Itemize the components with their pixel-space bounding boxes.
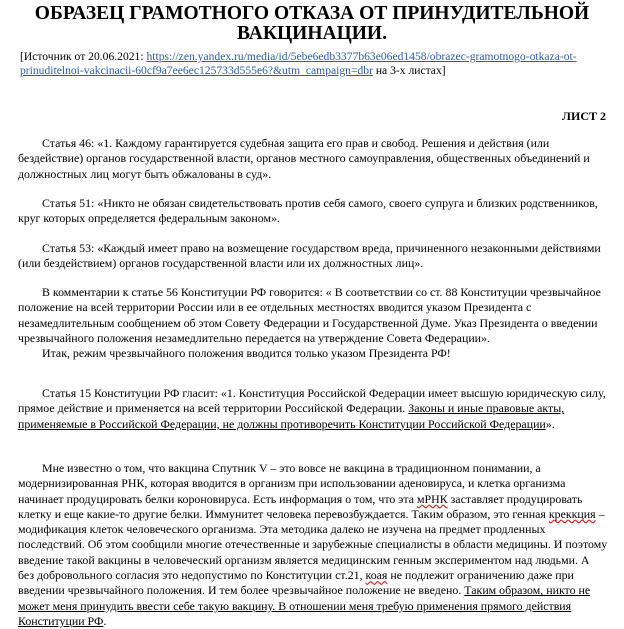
article-53-text: Статья 53: «Каждый имеет право на возмещение государством вреда, причиненного незаконными действиями (или бездействием) органов государственной власти или их должностных лиц». xyxy=(18,241,601,271)
vaccine-part-2: заставляет продуцировать клетку и еще какие-то другие белки. Иммунитет человека перевозбуждается. Таким образом, это генная xyxy=(18,491,583,521)
article-15-plain: Статья 15 Конституции РФ гласит: «1. Конституция Российской Федерации имеет высшую юридическую силу, прямое действие и применяется на всей территории Российской Федерации. xyxy=(18,386,606,416)
vaccine-part-3: – модификация клеток человеческого организма. Эта методика далеко не изучена на предмет продленных последствий. Об этом сообщили многие отечественные и зарубежные специалисты в области медицины. И поэтому введение такой вакцины в человеческий организм является медицинским генным экспериментом над людьми. А без добровольного согласия это недопустимо по Конституции ст.21, xyxy=(18,506,608,583)
vaccine-text xyxy=(18,461,608,629)
vaccine-part-4: не подлежит ограничению даже при введении чрезвычайного положения. И тем более чрезвычайное положение не введено. xyxy=(18,568,574,598)
source-link[interactable]: https://zen.yandex.ru/media/id/5ebe6edb3377b63e06ed1458/obrazec-gramotnogo-otkaza-ot-prinuditelnoi-vakcinacii-60cf9a7ee6ec125733d555e6?&utm_campaign=dbr xyxy=(20,50,577,77)
misspelled-word-mrnk: мРНК xyxy=(416,491,448,506)
vaccine-end: . xyxy=(103,613,107,628)
vaccine-underlined-conclusion: Таким образом, никто не может меня принудить ввести себе такую вакцину. В отношении меня требую применения прямого действия Конституции РФ xyxy=(18,583,591,628)
article-15-text xyxy=(18,386,608,432)
article-15-underlined: Законы и иные правовые акты, применяемые в Российской Федерации, не должны противоречить Конституции Российской Федерации xyxy=(18,401,565,431)
sheet-label: ЛИСТ 2 xyxy=(562,109,606,123)
source-suffix: на 3-х листах] xyxy=(372,64,446,77)
paragraph-article-15 xyxy=(18,386,608,432)
misspelled-word-koaya: коая xyxy=(365,568,388,583)
misspelled-word-korrekciya: креккция xyxy=(548,506,596,521)
article-56-note-text: Итак, режим чрезвычайного положения вводится только указом Президента РФ! xyxy=(42,346,451,361)
vaccine-part-1: Мне известно о том, что вакцина Спутник V – это вовсе не вакцина в традиционном понимании, а модернизированная РНК, которая вводится в организм при использовании аденовируса, и клетка организма начинает продуцировать белки короновируса. Есть информация о том, что эта xyxy=(18,461,566,506)
paragraph-article-53 xyxy=(18,241,608,272)
article-56-comment-text: В комментарии к статье 56 Конституции РФ говорится: « В соответствии со ст. 88 Конституции чрезвычайное положение на всей территории России или в ее отдельных местностях вводится указом Президента с незамедлительным сообщением об этом Совету Федерации и Государственной Думе. Указ Президента о введении чрезвычайного положения незамедлительно передается на утверждение Совета Федерации». xyxy=(18,285,601,345)
paragraph-article-46 xyxy=(18,136,608,182)
paragraph-article-51 xyxy=(18,196,608,227)
paragraph-vaccine xyxy=(18,461,608,629)
source-reference xyxy=(20,50,610,78)
paragraph-article-56-comment xyxy=(18,285,608,361)
source-prefix: [Источник от 20.06.2021: xyxy=(20,50,147,63)
article-15-end: ». xyxy=(545,416,555,431)
article-51-text: Статья 51: «Никто не обязан свидетельствовать против себя самого, своего супруга и близких родственников, круг которых определяется федеральным законом». xyxy=(18,196,598,226)
article-46-text: Статья 46: «1. Каждому гарантируется судебная защита его прав и свобод. Решения и действия (или бездействие) органов государственной власти, органов местного самоуправления, общественных объединений и должностных лиц могут быть обжалованы в суд». xyxy=(18,136,590,181)
document-title: ОБРАЗЕЦ ГРАМОТНОГО ОТКАЗА ОТ ПРИНУДИТЕЛЬНОЙ ВАКЦИНАЦИИ. xyxy=(34,3,590,44)
